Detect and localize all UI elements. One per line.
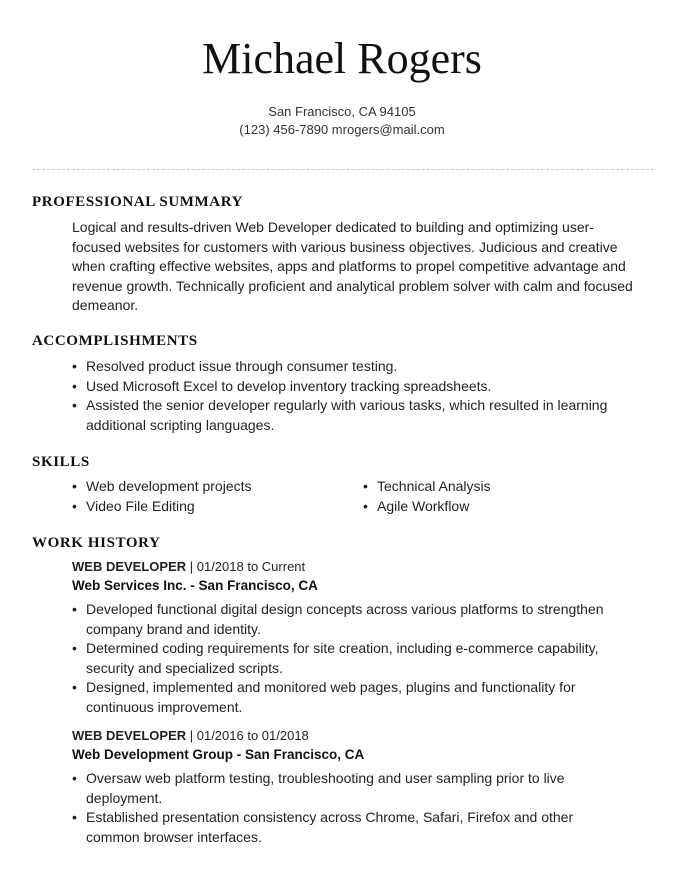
skills-list-left (72, 477, 352, 516)
job-header (72, 558, 305, 576)
job-company: Web Services Inc. - San Francisco, CA (72, 578, 318, 593)
skill-item: • Web development projects (72, 477, 352, 497)
accomplishment-item: • Resolved product issue through consumer testing. (72, 357, 642, 377)
skill-item: • Video File Editing (72, 497, 352, 517)
candidate-name: Michael Rogers (202, 34, 482, 83)
job-bullet: • Designed, implemented and monitored web pages, plugins and functionality for continuous improvement. (72, 678, 644, 717)
job-title: WEB DEVELOPER (72, 728, 187, 743)
job-bullets (72, 600, 644, 717)
section-title-skills: SKILLS (32, 454, 90, 470)
header-divider (32, 169, 654, 170)
address: San Francisco, CA 94105 (268, 104, 416, 119)
skills-list-right (363, 477, 643, 516)
phone-email: (123) 456-7890 mrogers@mail.com (239, 122, 445, 137)
job-bullet: • Oversaw web platform testing, troubleshooting and user sampling prior to live deployment. (72, 769, 612, 808)
job-bullet: • Established presentation consistency across Chrome, Safari, Firefox and other common browser interfaces. (72, 808, 612, 847)
job-company: Web Development Group - San Francisco, CA (72, 747, 365, 762)
job-bullet: • Developed functional digital design concepts across various platforms to strengthen company brand and identity. (72, 600, 644, 639)
skill-item: • Technical Analysis (363, 477, 643, 497)
accomplishment-item: • Used Microsoft Excel to develop inventory tracking spreadsheets. (72, 377, 642, 397)
accomplishment-item: • Assisted the senior developer regularly with various tasks, which resulted in learning additional scripting languages. (72, 396, 642, 435)
accomplishments-list (72, 357, 642, 435)
job-bullets (72, 769, 612, 847)
job-dates: | 01/2018 to Current (189, 559, 306, 574)
job-title: WEB DEVELOPER (72, 559, 187, 574)
summary-text: Logical and results-driven Web Developer dedicated to building and optimizing user-focused websites for customers with various business objectives. Judicious and creative when crafting effective websites, apps and platforms to propel competitive advantage and revenue growth. Technically proficient and analytical problem solver with calm and focused demeanor. (72, 219, 633, 313)
skill-item: • Agile Workflow (363, 497, 643, 517)
job-dates: | 01/2016 to 01/2018 (189, 728, 309, 743)
section-title-work-history: WORK HISTORY (32, 535, 161, 551)
section-title-summary: PROFESSIONAL SUMMARY (32, 194, 244, 210)
job-bullet: • Determined coding requirements for site creation, including e-commerce capability, security and specialized scripts. (72, 639, 644, 678)
job-header (72, 727, 309, 745)
section-title-accomplishments: ACCOMPLISHMENTS (32, 333, 198, 349)
